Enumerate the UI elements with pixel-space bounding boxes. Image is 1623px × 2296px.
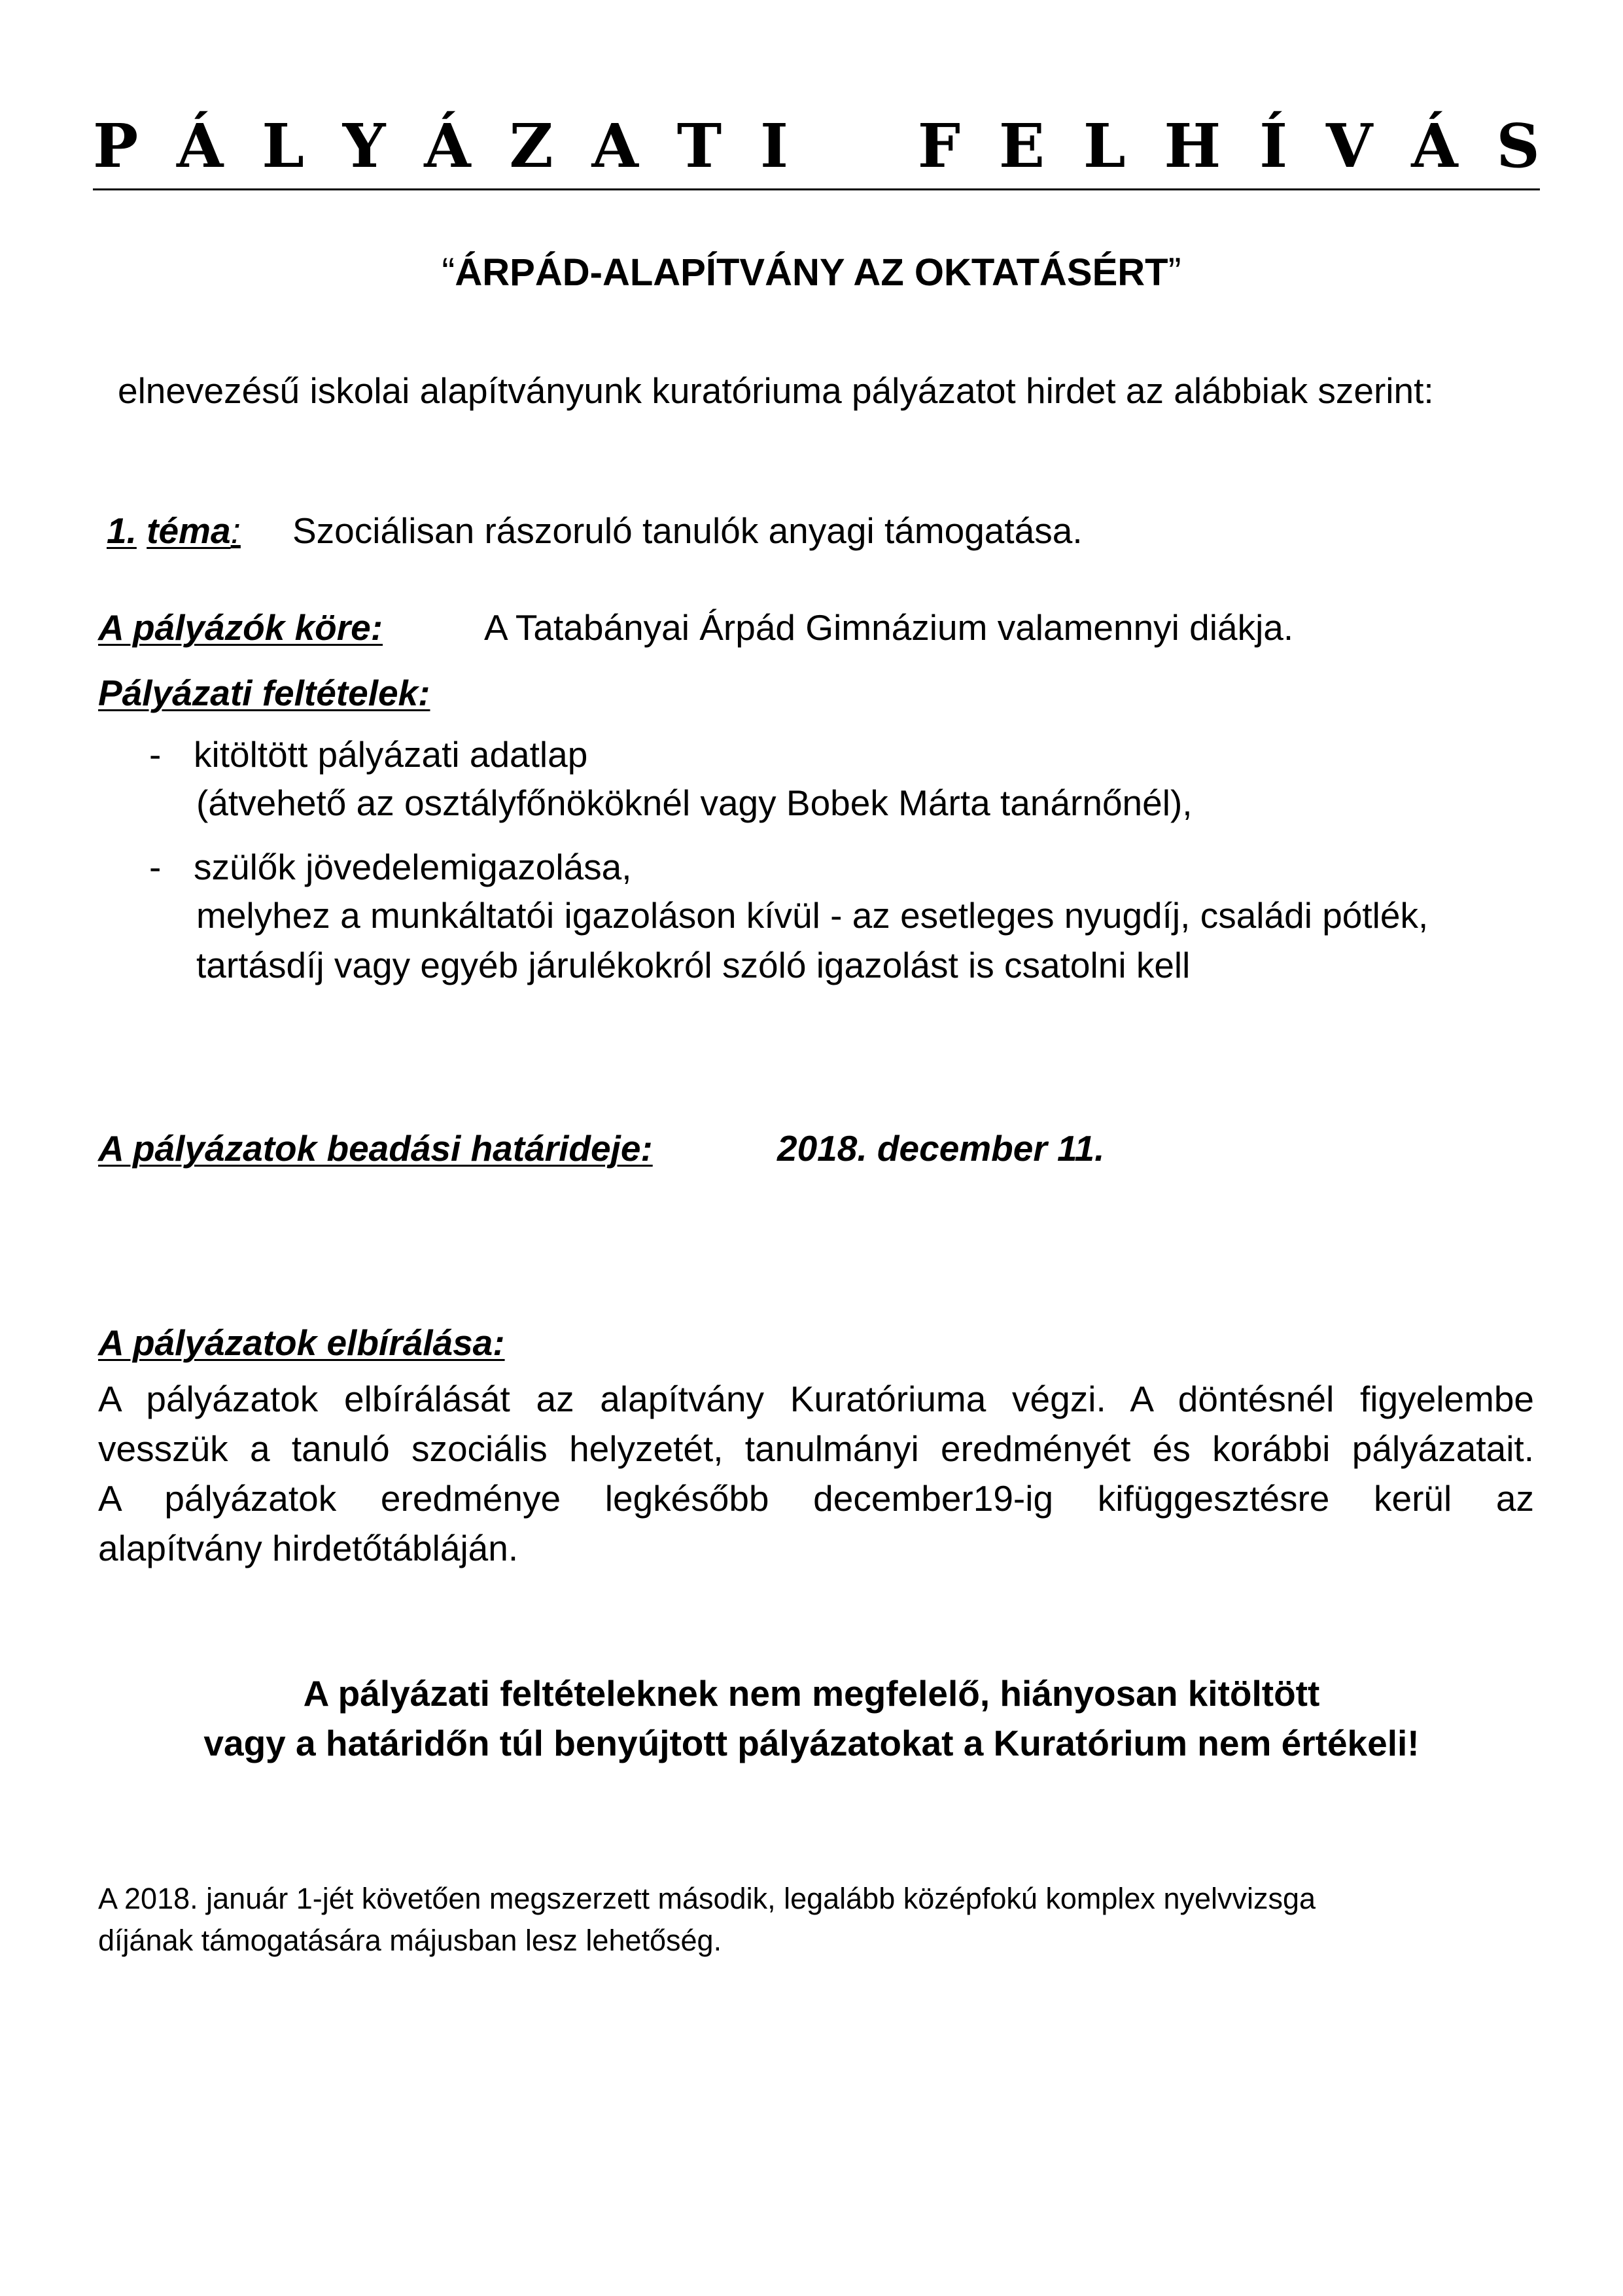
list-item-dash: -	[149, 734, 162, 775]
intro-text: elnevezésű iskolai alapítványunk kuratóriuma pályázatot hirdet az alábbiak szerint:	[118, 370, 1434, 411]
evaluation-line: vesszük a tanuló szociális helyzetét, tanulmányi eredményét és korábbi pályázatait.	[98, 1428, 1534, 1469]
evaluation-line: A pályázatok eredménye legkésőbb december19-ig kifüggesztésre kerül az	[98, 1478, 1534, 1519]
title-letter: L	[262, 111, 304, 181]
condition-item-2-detail: melyhez a munkáltatói igazoláson kívül - az esetleges nyugdíj, családi pótlék,	[196, 895, 1429, 936]
title-letter: V	[1325, 111, 1373, 181]
title-letter: E	[998, 111, 1045, 181]
warning-line-1: A pályázati feltételeknek nem megfelelő, hiányosan kitöltött	[303, 1673, 1320, 1714]
note-line-1: A 2018. január 1-jét követően megszerzett második, legalább középfokú komplex nyelvvizsga	[98, 1882, 1316, 1915]
title-letter: F	[917, 111, 961, 181]
title-letter: Y	[342, 111, 386, 181]
deadline-label: A pályázatok beadási határideje:	[98, 1128, 653, 1169]
title-letter: T	[676, 111, 722, 181]
condition-item-1: kitöltött pályázati adatlap	[194, 734, 588, 775]
page-title	[93, 110, 1540, 182]
topic-text: Szociálisan rászoruló tanulók anyagi támogatása.	[292, 510, 1083, 551]
title-divider	[93, 188, 1540, 190]
foundation-name	[0, 246, 1623, 299]
title-letter: Á	[1411, 111, 1458, 181]
conditions-label: Pályázati feltételek:	[98, 673, 430, 713]
applicants-text: A Tatabányai Árpád Gimnázium valamennyi diákja.	[484, 607, 1294, 648]
evaluation-paragraph	[98, 1374, 1534, 1573]
condition-item-2-detail-cont: tartásdíj vagy egyéb járulékokról szóló igazolást is csatolni kell	[196, 945, 1191, 985]
deadline-value: 2018. december 11.	[777, 1128, 1105, 1169]
title-letter: Í	[1259, 111, 1288, 181]
condition-item-1-detail: (átvehető az osztályfőnököknél vagy Bobek Márta tanárnőnél),	[196, 783, 1193, 823]
title-letter: S	[1496, 111, 1540, 181]
applicants-label: A pályázók köre:	[98, 607, 383, 648]
title-letter: A	[591, 111, 638, 181]
list-item-dash: -	[149, 847, 162, 887]
open-quote: “	[442, 250, 455, 294]
evaluation-label: A pályázatok elbírálása:	[98, 1322, 505, 1363]
warning-line-2: vagy a határidőn túl benyújtott pályázatokat a Kuratórium nem értékeli!	[203, 1723, 1420, 1763]
foundation-name-text: ÁRPÁD-ALAPÍTVÁNY AZ OKTATÁSÉRT	[455, 251, 1168, 294]
title-letter: Z	[509, 111, 553, 181]
close-quote: ”	[1168, 250, 1181, 294]
title-letter: P	[93, 111, 139, 181]
topic-line	[107, 508, 241, 554]
condition-item-2: szülők jövedelemigazolása,	[194, 847, 632, 887]
title-letter: I	[760, 111, 789, 181]
evaluation-line: A pályázatok elbírálását az alapítvány Kuratóriuma végzi. A döntésnél figyelembe	[98, 1379, 1534, 1419]
topic-number: 1.	[107, 510, 137, 551]
evaluation-line: alapítvány hirdetőtábláján.	[98, 1528, 519, 1568]
title-letter: Á	[424, 111, 471, 181]
title-letter: Á	[177, 111, 224, 181]
title-letter: L	[1083, 111, 1126, 181]
topic-label: téma	[147, 510, 231, 551]
topic-colon: :	[230, 510, 241, 551]
note-line-2: díjának támogatására májusban lesz lehetőség.	[98, 1924, 722, 1957]
title-letter: H	[1164, 111, 1221, 181]
